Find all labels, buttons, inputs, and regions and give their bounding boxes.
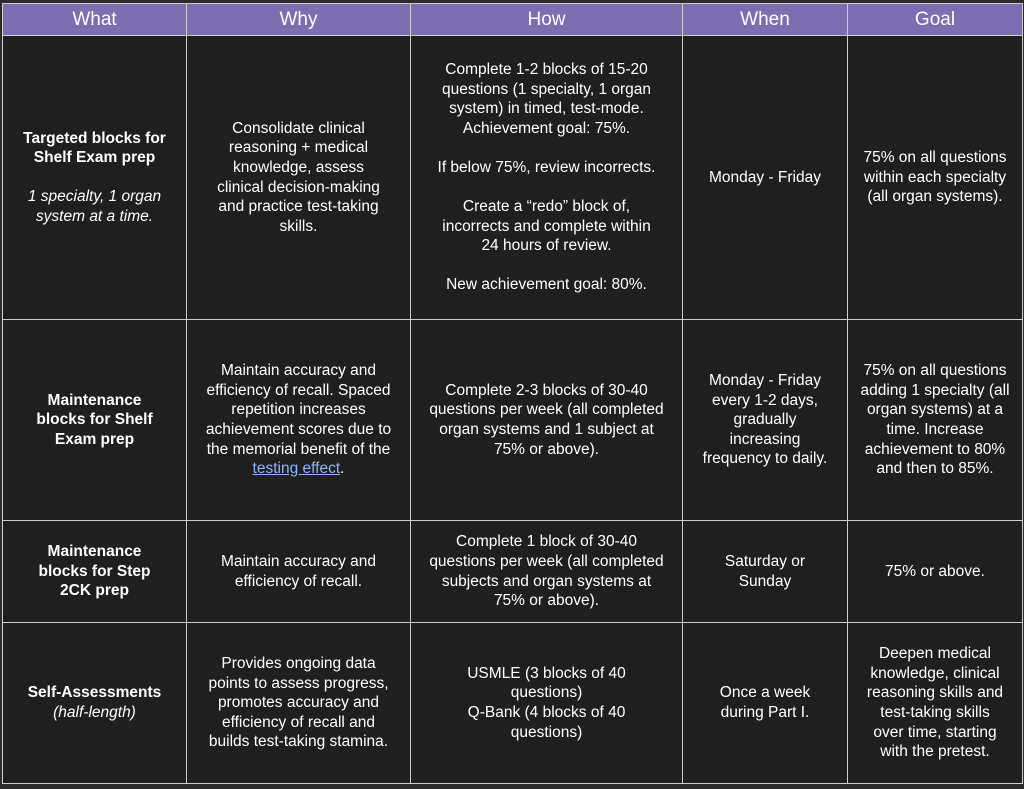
how-line: Create a “redo” block of, incorrects and complete within 24 hours of review.: [442, 198, 651, 255]
cell-when: Monday - Friday: [683, 36, 848, 320]
what-note: (half-length): [53, 704, 136, 721]
cell-what: [3, 623, 187, 784]
how-line: USMLE (3 blocks of 40 questions): [467, 664, 626, 702]
cell-when: Saturday or Sunday: [683, 521, 848, 623]
how-line: Q-Bank (4 blocks of 40 questions): [467, 704, 626, 741]
how-line: New achievement goal: 80%.: [446, 276, 647, 294]
cell-when: Monday - Friday every 1-2 days, gradually increasing frequency to daily.: [683, 320, 848, 521]
why-text: Maintain accuracy and efficiency of recall. Spaced repetition increases achievement scores due to the memorial benefit of the: [205, 362, 392, 458]
header-when: When: [683, 4, 848, 36]
cell-why: [187, 320, 411, 521]
header-goal: Goal: [848, 4, 1023, 36]
cell-what: [3, 320, 187, 521]
cell-how: Complete 2-3 blocks of 30-40 questions per week (all completed organ systems and 1 subject at 75% or above).: [411, 320, 683, 521]
table-row: [3, 521, 1023, 623]
cell-how: Complete 1 block of 30-40 questions per week (all completed subjects and organ systems at 75% or above).: [411, 521, 683, 623]
how-line: Complete 1-2 blocks of 15-20 questions (1 specialty, 1 organ system) in timed, test-mode. Achievement goal: 75%.: [441, 60, 652, 137]
header-why: Why: [187, 4, 411, 36]
how-line: If below 75%, review incorrects.: [437, 158, 656, 176]
header-what: What: [3, 4, 187, 36]
what-title: Maintenance blocks for Step 2CK prep: [38, 543, 151, 600]
cell-goal: Deepen medical knowledge, clinical reasoning skills and test-taking skills over time, starting with the pretest.: [848, 623, 1023, 784]
what-title: Self-Assessments: [27, 684, 162, 702]
cell-how: [411, 623, 683, 784]
header-row: [3, 4, 1023, 36]
cell-how: [411, 36, 683, 320]
cell-why: Maintain accuracy and efficiency of recall.: [187, 521, 411, 623]
cell-what: [3, 521, 187, 623]
cell-goal: 75% on all questions adding 1 specialty (all organ systems) at a time. Increase achievement to 80% and then to 85%.: [848, 320, 1023, 521]
what-title: Targeted blocks for Shelf Exam prep: [23, 129, 166, 167]
what-title: Maintenance blocks for Shelf Exam prep: [36, 391, 153, 448]
cell-goal: 75% on all questions within each specialty (all organ systems).: [848, 36, 1023, 320]
cell-why: Consolidate clinical reasoning + medical knowledge, assess clinical decision-making and practice test-taking skills.: [187, 36, 411, 320]
cell-goal: 75% or above.: [848, 521, 1023, 623]
why-end: .: [340, 460, 345, 478]
cell-why: Provides ongoing data points to assess progress, promotes accuracy and efficiency of recall and builds test-taking stamina.: [187, 623, 411, 784]
cell-when: Once a week during Part I.: [683, 623, 848, 784]
testing-effect-link[interactable]: testing effect: [252, 460, 341, 478]
table-row: [3, 623, 1023, 784]
study-plan-table: [2, 3, 1023, 784]
table-row: [3, 320, 1023, 521]
what-note: 1 specialty, 1 organ system at a time.: [27, 188, 162, 225]
table-row: [3, 36, 1023, 320]
cell-what: [3, 36, 187, 320]
header-how: How: [411, 4, 683, 36]
